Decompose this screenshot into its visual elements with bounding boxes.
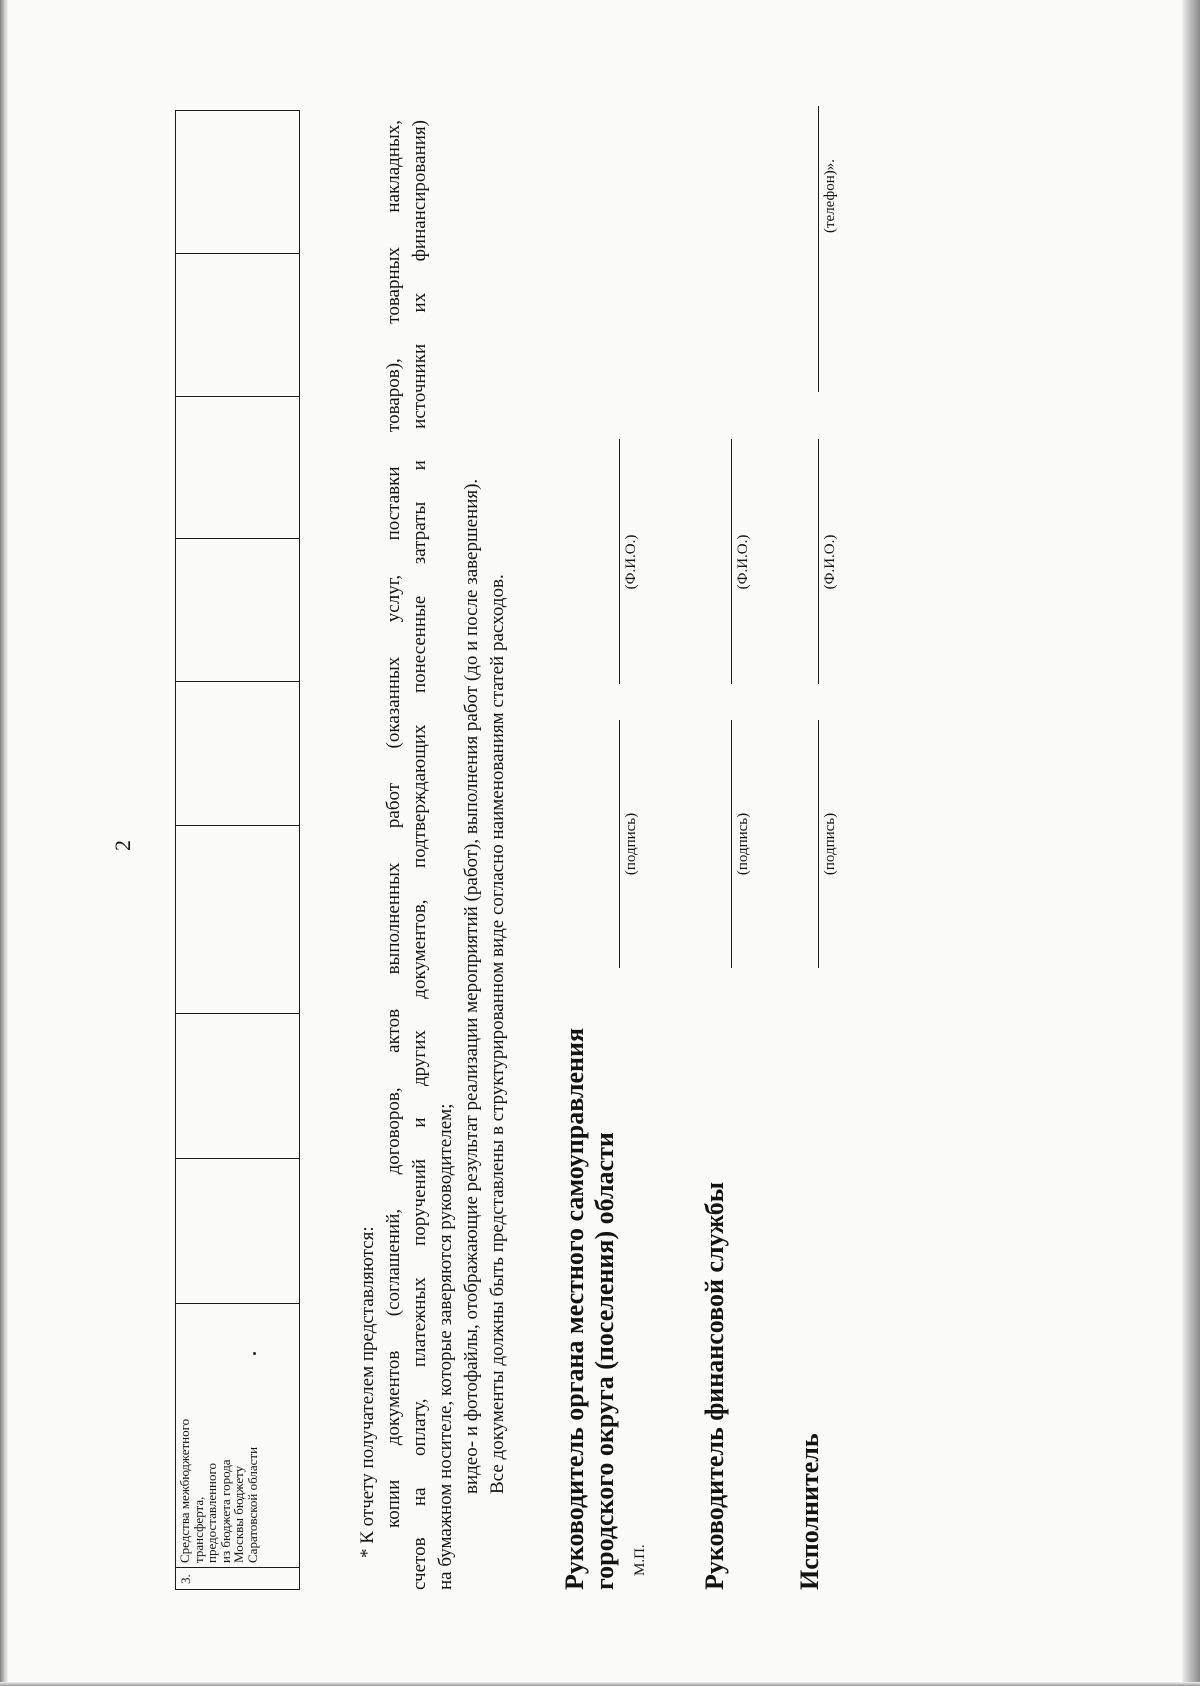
signature-line [731,720,732,968]
table-cell [176,396,299,538]
page-number: 2 [110,840,135,851]
signature-line [818,720,819,968]
name-caption: (Ф.И.О.) [623,534,639,590]
table-cell [176,1013,299,1158]
name-caption: (Ф.И.О.) [735,534,751,590]
phone-line [818,106,819,392]
table-row-label-line: трансферта, [190,1496,206,1563]
table-cell [176,110,299,253]
head-title: Руководитель органа местного самоуправления городского округа (поселения) области [560,1027,619,1590]
name-line [731,439,732,684]
table-cell [176,253,299,396]
finance-title: Руководитель финансовой службы [700,1181,729,1590]
table-row-label-line: Саратовской области [244,1446,260,1563]
executor-title: Исполнитель [795,1433,824,1590]
note-paragraph [355,120,511,1590]
table-row-label-line: из бюджета города [217,1459,233,1563]
note-line: на бумажном носителе, которые заверяются руководителем; [435,1103,456,1590]
stamp-label: М.П. [632,1544,648,1576]
table-row-label [176,1303,299,1567]
table-row-label-line: предоставленного [204,1462,219,1563]
signature-caption: (подпись) [735,812,751,876]
note-line: Все документы должны быть представлены в структурированном виде согласно наименованиям статей расходов. [487,574,508,1494]
name-line [619,439,620,684]
signature-line [619,720,620,968]
table-cell [176,681,299,825]
table-cell [176,1158,299,1303]
note-line: копии документов (соглашений, договоров, актов выполненных работ (оказанных услуг, поставки товаров), товарных накладных, [383,120,404,1528]
name-caption: (Ф.И.О.) [822,534,838,590]
table-cell [176,538,299,681]
table-row-label-line: Средства межбюджетного [177,1418,192,1563]
table-cell [176,825,299,1013]
data-table [175,110,300,1590]
table-row-label-line: Москвы бюджету [231,1465,246,1563]
table-row-number: 3. [176,1567,299,1589]
name-line [818,439,819,684]
signature-caption: (подпись) [623,812,639,876]
note-heading: * К отчету получателем представляются: [357,1226,378,1558]
note-line: видео- и фотофайлы, отображающие результат реализации мероприятий (работ), выполнения работ (до и после завершения). [461,478,482,1494]
phone-caption: (телефон)». [822,158,838,234]
signature-caption: (подпись) [822,812,838,876]
note-line: счетов на оплату, платежных поручений и других документов, подтверждающих понесенные затраты и источники их финансирования) [409,120,430,1590]
